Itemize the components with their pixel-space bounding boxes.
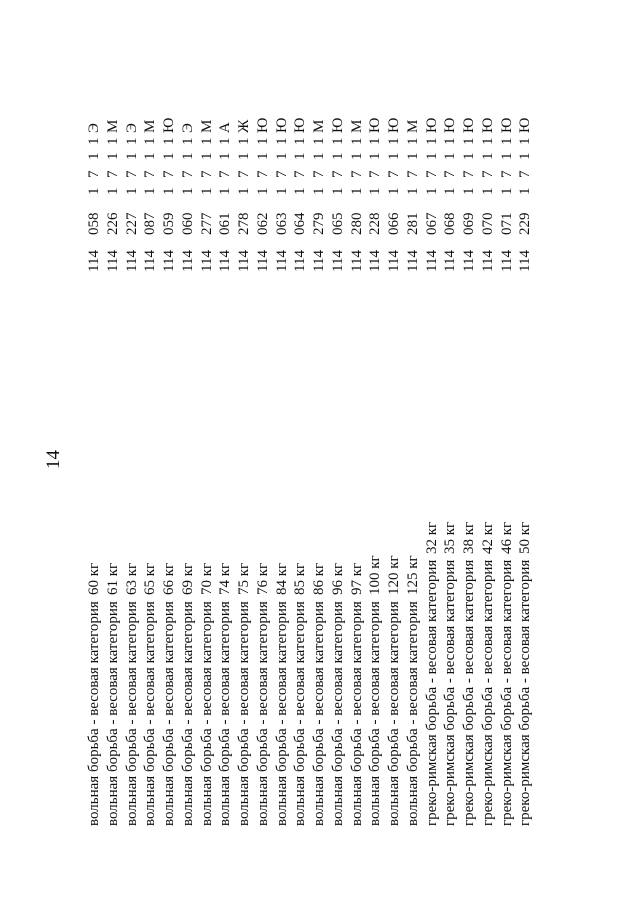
code-digit-1c: 1 [123,137,140,145]
code-letter: Э [86,123,102,133]
code-digit-1b: 1 [198,152,215,160]
code-digit-7: 7 [517,170,534,178]
code-digit-1: 1 [367,187,384,195]
weight-class: 46 кг [498,521,515,554]
code-digit-1c: 1 [292,137,309,145]
code-digit-1c: 1 [142,137,159,145]
table-row [329,0,348,905]
table-row [423,0,442,905]
category-name: вольная борьба - весовая категория [142,601,159,826]
code-digit-1b: 1 [386,152,402,160]
code-group: 114 [329,250,346,272]
code-digit-1c: 1 [161,137,177,145]
code-digit-7: 7 [423,170,440,178]
code-digit-1c: 1 [386,137,402,145]
category-name: вольная борьба - весовая категория [104,601,121,826]
code-digit-7: 7 [292,170,309,178]
code-digit-1: 1 [123,187,140,195]
code-digit-1b: 1 [498,152,515,160]
code-letter: Ю [498,117,515,133]
code-letter: Ю [292,117,309,133]
code-number: 070 [479,212,496,235]
weight-class: 85 кг [292,562,309,595]
table-row [479,0,498,905]
category-name: вольная борьба - весовая категория [254,601,271,826]
table-row [385,0,404,905]
code-digit-1b: 1 [104,152,121,160]
code-digit-1c: 1 [273,137,290,145]
code-digit-1b: 1 [423,152,440,160]
table-row [235,0,254,905]
code-digit-1b: 1 [404,152,421,160]
table-row [216,0,235,905]
category-name: греко-римская борьба - весовая категория [498,559,515,826]
table-row [460,0,479,905]
code-number: 226 [104,212,121,235]
code-digit-1b: 1 [236,152,252,160]
code-group: 114 [367,250,384,272]
category-name: греко-римская борьба - весовая категория [423,559,440,826]
code-number: 227 [123,212,140,235]
code-digit-1c: 1 [517,137,534,145]
code-group: 114 [498,250,515,272]
code-letter: Ю [461,117,477,133]
code-digit-1c: 1 [329,137,346,145]
code-digit-1b: 1 [123,152,140,160]
code-digit-1: 1 [386,187,402,195]
code-letter: Ю [329,117,346,133]
category-name: греко-римская борьба - весовая категория [461,559,477,826]
code-number: 279 [311,212,327,235]
weight-class: 60 кг [86,562,102,595]
code-digit-1: 1 [86,187,102,195]
code-digit-1: 1 [461,187,477,195]
category-name: вольная борьба - весовая категория [273,601,290,826]
code-digit-1: 1 [161,187,177,195]
code-number: 065 [329,212,346,235]
category-name: вольная борьба - весовая категория [367,601,384,826]
code-digit-1c: 1 [404,137,421,145]
weight-class: 61 кг [104,562,121,595]
code-digit-1c: 1 [236,137,252,145]
code-digit-7: 7 [179,170,196,178]
code-group: 114 [461,250,477,272]
category-name: вольная борьба - весовая категория [236,601,252,826]
table-row [123,0,142,905]
code-number: 278 [236,212,252,235]
code-digit-1: 1 [498,187,515,195]
code-digit-1c: 1 [348,137,365,145]
code-group: 114 [142,250,159,272]
category-name: вольная борьба - весовая категория [161,601,177,826]
table-row [141,0,160,905]
code-number: 228 [367,212,384,235]
category-name: вольная борьба - весовая категория [404,601,421,826]
code-number: 069 [461,212,477,235]
code-digit-1c: 1 [217,137,234,145]
code-letter: М [311,119,327,133]
code-group: 114 [348,250,365,272]
category-name: вольная борьба - весовая категория [179,601,196,826]
code-group: 114 [236,250,252,272]
weight-class: 100 кг [367,555,384,595]
code-group: 114 [254,250,271,272]
code-letter: Ю [386,117,402,133]
code-digit-7: 7 [104,170,121,178]
code-digit-7: 7 [86,170,102,178]
weight-class: 75 кг [236,562,252,595]
category-name: вольная борьба - весовая категория [386,601,402,826]
code-number: 281 [404,212,421,235]
code-digit-1c: 1 [498,137,515,145]
code-letter: Ю [423,117,440,133]
code-letter: Ю [161,117,177,133]
code-group: 114 [179,250,196,272]
code-digit-1b: 1 [179,152,196,160]
weight-class: 66 кг [161,562,177,595]
code-digit-7: 7 [348,170,365,178]
code-digit-1b: 1 [461,152,477,160]
weight-class: 120 кг [386,555,402,595]
code-number: 058 [86,212,102,235]
code-digit-1c: 1 [198,137,215,145]
code-number: 280 [348,212,365,235]
code-digit-1: 1 [423,187,440,195]
code-number: 063 [273,212,290,235]
code-group: 114 [161,250,177,272]
weight-class: 35 кг [442,521,459,554]
code-digit-1c: 1 [479,137,496,145]
code-digit-7: 7 [329,170,346,178]
category-name: вольная борьба - весовая категория [348,601,365,826]
code-digit-7: 7 [404,170,421,178]
code-number: 068 [442,212,459,235]
code-group: 114 [217,250,234,272]
code-number: 067 [423,212,440,235]
table-row [104,0,123,905]
code-group: 114 [404,250,421,272]
code-digit-1c: 1 [367,137,384,145]
code-letter: М [198,119,215,133]
table-row [404,0,423,905]
weight-class: 74 кг [217,562,234,595]
table-row [273,0,292,905]
table-row [310,0,329,905]
weight-class: 70 кг [198,562,215,595]
code-number: 059 [161,212,177,235]
code-letter: Э [179,123,196,133]
code-letter: Ю [517,117,534,133]
code-digit-1: 1 [329,187,346,195]
code-group: 114 [442,250,459,272]
weight-class: 125 кг [404,555,421,595]
table-row [254,0,273,905]
code-letter: М [348,119,365,133]
category-name: греко-римская борьба - весовая категория [479,559,496,826]
code-letter: Ю [479,117,496,133]
code-digit-1b: 1 [442,152,459,160]
code-digit-7: 7 [442,170,459,178]
code-digit-1: 1 [104,187,121,195]
category-name: вольная борьба - весовая категория [86,601,102,826]
code-digit-1: 1 [254,187,271,195]
code-group: 114 [104,250,121,272]
code-digit-7: 7 [142,170,159,178]
code-digit-1b: 1 [311,152,327,160]
code-number: 064 [292,212,309,235]
code-digit-1b: 1 [273,152,290,160]
code-letter: М [142,119,159,133]
weight-class: 69 кг [179,562,196,595]
code-digit-1b: 1 [517,152,534,160]
code-digit-1c: 1 [423,137,440,145]
code-digit-1b: 1 [217,152,234,160]
code-number: 066 [386,212,402,235]
code-number: 061 [217,212,234,235]
code-group: 114 [198,250,215,272]
weight-class: 50 кг [517,521,534,554]
category-name: вольная борьба - весовая категория [311,601,327,826]
code-digit-7: 7 [386,170,402,178]
code-letter: М [104,119,121,133]
code-digit-1c: 1 [86,137,102,145]
code-digit-1b: 1 [329,152,346,160]
code-digit-7: 7 [311,170,327,178]
category-name: вольная борьба - весовая категория [292,601,309,826]
code-number: 229 [517,212,534,235]
code-digit-7: 7 [461,170,477,178]
code-letter: Ю [273,117,290,133]
table-row [291,0,310,905]
weight-class: 76 кг [254,562,271,595]
code-number: 062 [254,212,271,235]
code-digit-1b: 1 [161,152,177,160]
table-row [516,0,535,905]
code-digit-7: 7 [161,170,177,178]
code-digit-1: 1 [198,187,215,195]
code-letter: М [404,119,421,133]
code-digit-7: 7 [273,170,290,178]
weight-class: 63 кг [123,562,140,595]
table-row [498,0,517,905]
code-digit-1: 1 [479,187,496,195]
code-digit-1c: 1 [179,137,196,145]
code-digit-1b: 1 [142,152,159,160]
code-digit-1c: 1 [311,137,327,145]
weight-class: 42 кг [479,521,496,554]
code-digit-7: 7 [123,170,140,178]
code-digit-1: 1 [292,187,309,195]
table-row [348,0,367,905]
code-digit-1c: 1 [461,137,477,145]
category-name: вольная борьба - весовая категория [217,601,234,826]
code-group: 114 [479,250,496,272]
table-row [160,0,179,905]
code-digit-7: 7 [498,170,515,178]
table-row [441,0,460,905]
code-digit-7: 7 [254,170,271,178]
weight-class: 96 кг [329,562,346,595]
code-letter: Э [123,123,140,133]
weight-class: 84 кг [273,562,290,595]
table-row [85,0,104,905]
page-number: 14 [43,450,64,469]
code-letter: Ю [254,117,271,133]
weight-class: 32 кг [423,521,440,554]
code-digit-1: 1 [442,187,459,195]
category-name: вольная борьба - весовая категория [123,601,140,826]
code-digit-1c: 1 [442,137,459,145]
code-digit-1: 1 [517,187,534,195]
code-letter: А [217,122,234,133]
code-group: 114 [86,250,102,272]
code-number: 060 [179,212,196,235]
code-digit-1: 1 [311,187,327,195]
code-digit-1c: 1 [254,137,271,145]
weight-class: 97 кг [348,562,365,595]
code-group: 114 [123,250,140,272]
code-digit-1: 1 [273,187,290,195]
code-digit-1: 1 [217,187,234,195]
weight-class: 38 кг [461,521,477,554]
category-name: греко-римская борьба - весовая категория [442,559,459,826]
code-digit-1: 1 [142,187,159,195]
code-number: 087 [142,212,159,235]
code-digit-1b: 1 [348,152,365,160]
code-digit-7: 7 [198,170,215,178]
code-group: 114 [311,250,327,272]
code-digit-7: 7 [236,170,252,178]
code-digit-7: 7 [217,170,234,178]
code-number: 071 [498,212,515,235]
table-row [198,0,217,905]
code-digit-7: 7 [479,170,496,178]
code-digit-7: 7 [367,170,384,178]
code-number: 277 [198,212,215,235]
category-name: вольная борьба - весовая категория [329,601,346,826]
weight-class: 86 кг [311,562,327,595]
category-name: вольная борьба - весовая категория [198,601,215,826]
code-group: 114 [423,250,440,272]
code-letter: Ю [442,117,459,133]
weight-class: 65 кг [142,562,159,595]
code-digit-1: 1 [236,187,252,195]
code-letter: Ж [236,119,252,133]
code-digit-1: 1 [348,187,365,195]
code-digit-1b: 1 [86,152,102,160]
table-row [366,0,385,905]
code-letter: Ю [367,117,384,133]
code-group: 114 [517,250,534,272]
code-group: 114 [292,250,309,272]
code-digit-1: 1 [404,187,421,195]
code-group: 114 [273,250,290,272]
code-group: 114 [386,250,402,272]
code-digit-1c: 1 [104,137,121,145]
code-digit-1b: 1 [367,152,384,160]
table-row [179,0,198,905]
code-digit-1b: 1 [292,152,309,160]
code-digit-1b: 1 [479,152,496,160]
code-digit-1b: 1 [254,152,271,160]
category-name: греко-римская борьба - весовая категория [517,559,534,826]
code-digit-1: 1 [179,187,196,195]
